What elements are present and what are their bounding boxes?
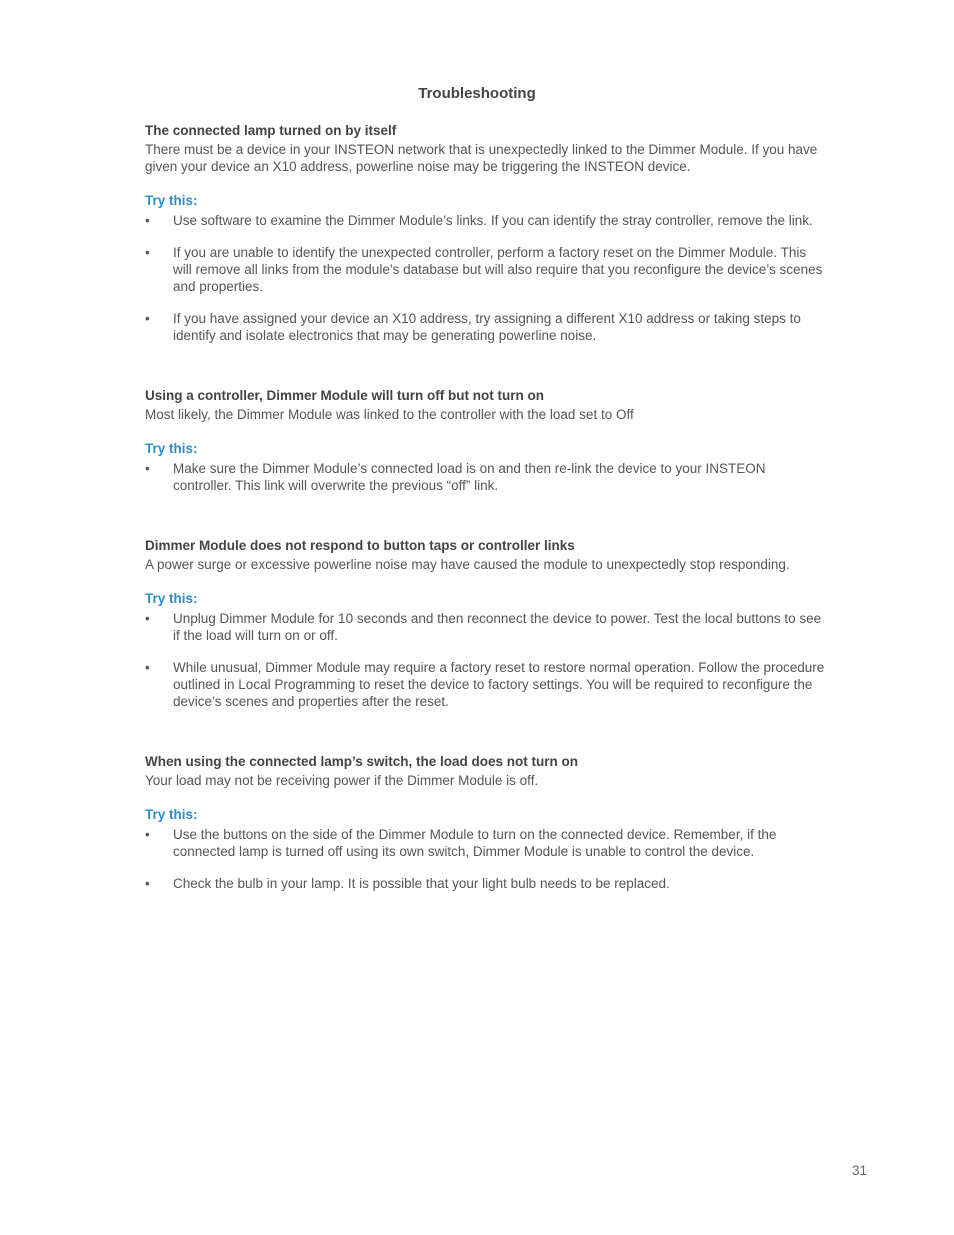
- section-heading: Using a controller, Dimmer Module will turn off but not turn on: [145, 388, 544, 403]
- section-description: Your load may not be receiving power if the Dimmer Module is off.: [145, 773, 539, 788]
- troubleshooting-section: [145, 753, 825, 892]
- list-item-text: Use the buttons on the side of the Dimmer Module to turn on the connected device. Remember, if the connected lamp is turned off using its own switch, Dimmer Module is unable to control the device.: [173, 827, 777, 859]
- list-item: [145, 826, 825, 860]
- bullet-icon: •: [145, 876, 150, 891]
- try-this-label: Try this:: [145, 193, 198, 208]
- list-item-text: Check the bulb in your lamp. It is possible that your light bulb needs to be replaced.: [173, 876, 670, 891]
- section-heading: The connected lamp turned on by itself: [145, 123, 397, 138]
- bullet-icon: •: [145, 213, 150, 228]
- bullet-list: [145, 610, 825, 710]
- bullet-list: [145, 826, 825, 892]
- try-this-label: Try this:: [145, 441, 198, 456]
- list-item-text: Unplug Dimmer Module for 10 seconds and then reconnect the device to power. Test the local buttons to see if the load will turn on or off.: [173, 611, 822, 643]
- list-item-text: Make sure the Dimmer Module’s connected load is on and then re-link the device to your INSTEON controller. This link will overwrite the previous “off” link.: [173, 461, 766, 493]
- page-number: 31: [852, 1163, 868, 1178]
- try-this-label: Try this:: [145, 591, 198, 606]
- try-this-label: Try this:: [145, 807, 198, 822]
- section-heading: Dimmer Module does not respond to button taps or controller links: [145, 538, 575, 553]
- troubleshooting-content: [145, 122, 825, 892]
- section-description: There must be a device in your INSTEON network that is unexpectedly linked to the Dimmer Module. If you have given your device an X10 address, powerline noise may be triggering the INSTEON device.: [145, 142, 818, 174]
- list-item-text: If you have assigned your device an X10 address, try assigning a different X10 address or taking steps to identify and isolate electronics that may be generating powerline noise.: [173, 311, 801, 343]
- bullet-list: [145, 212, 825, 344]
- troubleshooting-section: [145, 122, 825, 344]
- page-title: Troubleshooting: [418, 85, 536, 102]
- bullet-icon: •: [145, 827, 150, 842]
- list-item-text: Use software to examine the Dimmer Module’s links. If you can identify the stray controller, remove the link.: [173, 213, 813, 228]
- bullet-icon: •: [145, 311, 150, 326]
- bullet-icon: •: [145, 461, 150, 476]
- list-item: [145, 610, 825, 644]
- section-description: Most likely, the Dimmer Module was linked to the controller with the load set to Off: [145, 407, 634, 422]
- list-item-text: While unusual, Dimmer Module may require a factory reset to restore normal operation. Follow the procedure outlined in Local Programming to reset the device to factory settings. You will be required to reconfigure the device’s scenes and properties after the reset.: [173, 660, 825, 709]
- section-heading: When using the connected lamp’s switch, the load does not turn on: [145, 754, 579, 769]
- bullet-icon: •: [145, 245, 150, 260]
- bullet-icon: •: [145, 660, 150, 675]
- list-item: [145, 460, 825, 494]
- troubleshooting-section: [145, 537, 825, 710]
- section-description: A power surge or excessive powerline noise may have caused the module to unexpectedly stop responding.: [145, 557, 790, 572]
- list-item: [145, 244, 825, 295]
- list-item: [145, 310, 825, 344]
- list-item-text: If you are unable to identify the unexpected controller, perform a factory reset on the Dimmer Module. This will remove all links from the module’s database but will also require that you reconfigure the device’s scenes and properties.: [173, 245, 823, 294]
- troubleshooting-section: [145, 387, 825, 494]
- bullet-list: [145, 460, 825, 494]
- list-item: [145, 875, 825, 892]
- bullet-icon: •: [145, 611, 150, 626]
- list-item: [145, 659, 825, 710]
- list-item: [145, 212, 825, 229]
